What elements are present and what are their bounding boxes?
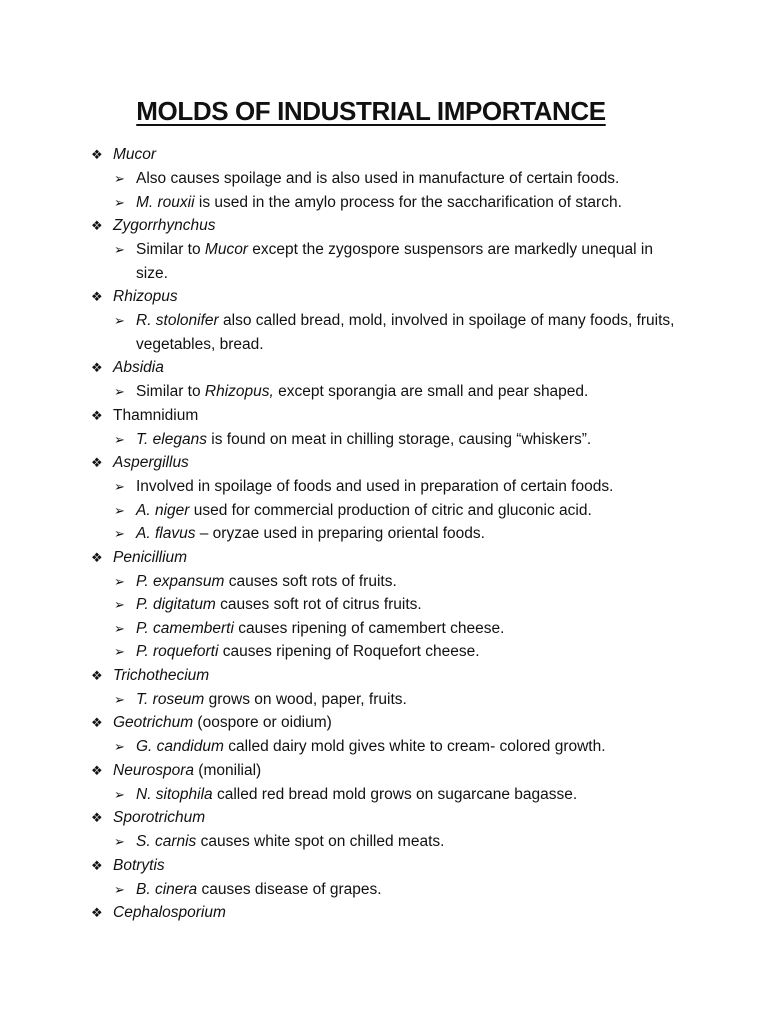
genus-list xyxy=(0,143,768,925)
arrow-bullet-icon: ➢ xyxy=(114,431,125,447)
species-name: S. carnis xyxy=(136,833,197,850)
arrow-bullet-icon: ➢ xyxy=(114,526,125,541)
detail-point xyxy=(0,640,768,664)
detail-point xyxy=(0,167,768,191)
genus-name: Aspergillus xyxy=(113,454,189,471)
detail-point xyxy=(0,309,768,356)
genus-item xyxy=(0,285,768,309)
point-text: is used in the amylo process for the saccharification of starch. xyxy=(194,193,622,211)
arrow-bullet-icon: ➢ xyxy=(114,242,125,257)
arrow-bullet-icon: ➢ xyxy=(114,313,125,328)
genus-item xyxy=(0,143,768,167)
genus-item xyxy=(0,214,768,238)
diamond-bullet-icon: ❖ xyxy=(91,549,103,565)
genus-name: Trichothecium xyxy=(113,666,210,684)
diamond-bullet-icon: ❖ xyxy=(91,147,103,162)
point-text: Similar to xyxy=(136,383,205,400)
point-text: causes soft rot of citrus fruits. xyxy=(215,596,422,613)
point-text: – oryzae used in preparing oriental foods. xyxy=(195,525,485,542)
detail-point xyxy=(0,783,768,807)
species-name: N. sitophila xyxy=(136,785,213,803)
genus-item xyxy=(0,711,768,735)
genus-note: (oospore or oidium) xyxy=(193,714,332,731)
point-text: causes soft rots of fruits. xyxy=(224,572,397,590)
species-name: R. stolonifer xyxy=(136,312,219,329)
arrow-bullet-icon: ➢ xyxy=(114,620,125,636)
point-text: causes white spot on chilled meats. xyxy=(196,833,445,850)
arrow-bullet-icon: ➢ xyxy=(114,502,125,518)
species-name: P. expansum xyxy=(136,572,225,590)
point-text: called red bread mold grows on sugarcane bagasse. xyxy=(212,785,578,803)
diamond-bullet-icon: ❖ xyxy=(91,218,103,233)
detail-point xyxy=(0,499,768,523)
arrow-bullet-icon: ➢ xyxy=(114,171,125,186)
detail-point xyxy=(0,428,768,452)
point-text: called dairy mold gives white to cream- colored growth. xyxy=(223,738,606,755)
point-text: Also causes spoilage and is also used in manufacture of certain foods. xyxy=(136,170,620,187)
detail-point xyxy=(0,735,768,759)
genus-name: Rhizopus xyxy=(113,288,178,305)
detail-point xyxy=(0,878,768,902)
diamond-bullet-icon: ❖ xyxy=(91,810,103,825)
arrow-bullet-icon: ➢ xyxy=(114,194,125,210)
species-name: A. flavus xyxy=(136,525,196,542)
genus-name: Neurospora xyxy=(113,761,194,779)
detail-point xyxy=(0,522,768,546)
detail-point xyxy=(0,570,768,594)
arrow-bullet-icon: ➢ xyxy=(114,739,125,754)
genus-name: Geotrichum xyxy=(113,714,194,731)
point-text: except sporangia are small and pear shaped. xyxy=(273,383,589,400)
species-name: Rhizopus, xyxy=(204,383,274,400)
species-name: A. niger xyxy=(136,501,190,519)
detail-point xyxy=(0,688,768,712)
species-name: P. camemberti xyxy=(136,619,234,637)
species-name: T. roseum xyxy=(136,690,205,708)
genus-item xyxy=(0,901,768,925)
arrow-bullet-icon: ➢ xyxy=(114,597,125,612)
diamond-bullet-icon: ❖ xyxy=(91,455,103,470)
species-name: G. candidum xyxy=(136,738,224,755)
point-text: causes ripening of Roquefort cheese. xyxy=(218,643,480,660)
genus-item xyxy=(0,854,768,878)
genus-name: Thamnidium xyxy=(113,406,199,424)
arrow-bullet-icon: ➢ xyxy=(114,881,125,897)
diamond-bullet-icon: ❖ xyxy=(91,360,103,375)
diamond-bullet-icon: ❖ xyxy=(91,407,103,423)
species-name: M. rouxii xyxy=(136,193,195,211)
genus-item xyxy=(0,664,768,688)
genus-item xyxy=(0,806,768,830)
detail-point xyxy=(0,830,768,854)
genus-item xyxy=(0,404,768,428)
genus-name: Zygorrhynchus xyxy=(113,217,216,234)
species-name: Mucor xyxy=(204,241,248,258)
detail-point xyxy=(0,380,768,404)
species-name: P. roqueforti xyxy=(136,643,219,660)
point-text: Similar to xyxy=(136,241,205,258)
diamond-bullet-icon: ❖ xyxy=(91,857,103,873)
arrow-bullet-icon: ➢ xyxy=(114,786,125,802)
point-text: used for commercial production of citric and gluconic acid. xyxy=(189,501,592,519)
detail-point xyxy=(0,593,768,617)
species-name: P. digitatum xyxy=(136,596,216,613)
point-text: causes disease of grapes. xyxy=(197,880,382,898)
arrow-bullet-icon: ➢ xyxy=(114,573,125,589)
point-text: grows on wood, paper, fruits. xyxy=(204,690,407,708)
genus-item xyxy=(0,759,768,783)
detail-point xyxy=(0,191,768,215)
arrow-bullet-icon: ➢ xyxy=(114,691,125,707)
species-name: T. elegans xyxy=(136,430,207,448)
genus-item xyxy=(0,451,768,475)
diamond-bullet-icon: ❖ xyxy=(91,905,103,920)
species-name: B. cinera xyxy=(136,880,198,898)
point-text: Involved in spoilage of foods and used in preparation of certain foods. xyxy=(136,478,614,495)
genus-item xyxy=(0,356,768,380)
point-text: except the zygospore suspensors are markedly unequal in size. xyxy=(136,241,653,282)
point-text: causes ripening of camembert cheese. xyxy=(233,619,505,637)
genus-note: (monilial) xyxy=(194,761,262,779)
detail-point xyxy=(0,238,768,285)
arrow-bullet-icon: ➢ xyxy=(114,834,125,849)
arrow-bullet-icon: ➢ xyxy=(114,384,125,399)
genus-name: Mucor xyxy=(113,146,157,163)
arrow-bullet-icon: ➢ xyxy=(114,644,125,659)
diamond-bullet-icon: ❖ xyxy=(91,667,103,683)
genus-name: Sporotrichum xyxy=(113,809,206,826)
point-text: is found on meat in chilling storage, causing “whiskers”. xyxy=(206,430,592,448)
diamond-bullet-icon: ❖ xyxy=(91,715,103,730)
diamond-bullet-icon: ❖ xyxy=(91,762,103,778)
detail-point xyxy=(0,617,768,641)
genus-name: Cephalosporium xyxy=(113,904,226,921)
point-text: also called bread, mold, involved in spoilage of many foods, fruits, vegetables, bread. xyxy=(136,312,675,353)
detail-point xyxy=(0,475,768,499)
genus-name: Botrytis xyxy=(113,856,165,874)
arrow-bullet-icon: ➢ xyxy=(114,479,125,494)
genus-name: Absidia xyxy=(113,359,164,376)
page-title: MOLDS OF INDUSTRIAL IMPORTANCE xyxy=(136,96,606,126)
diamond-bullet-icon: ❖ xyxy=(91,289,103,304)
genus-item xyxy=(0,546,768,570)
genus-name: Penicillium xyxy=(113,548,188,566)
